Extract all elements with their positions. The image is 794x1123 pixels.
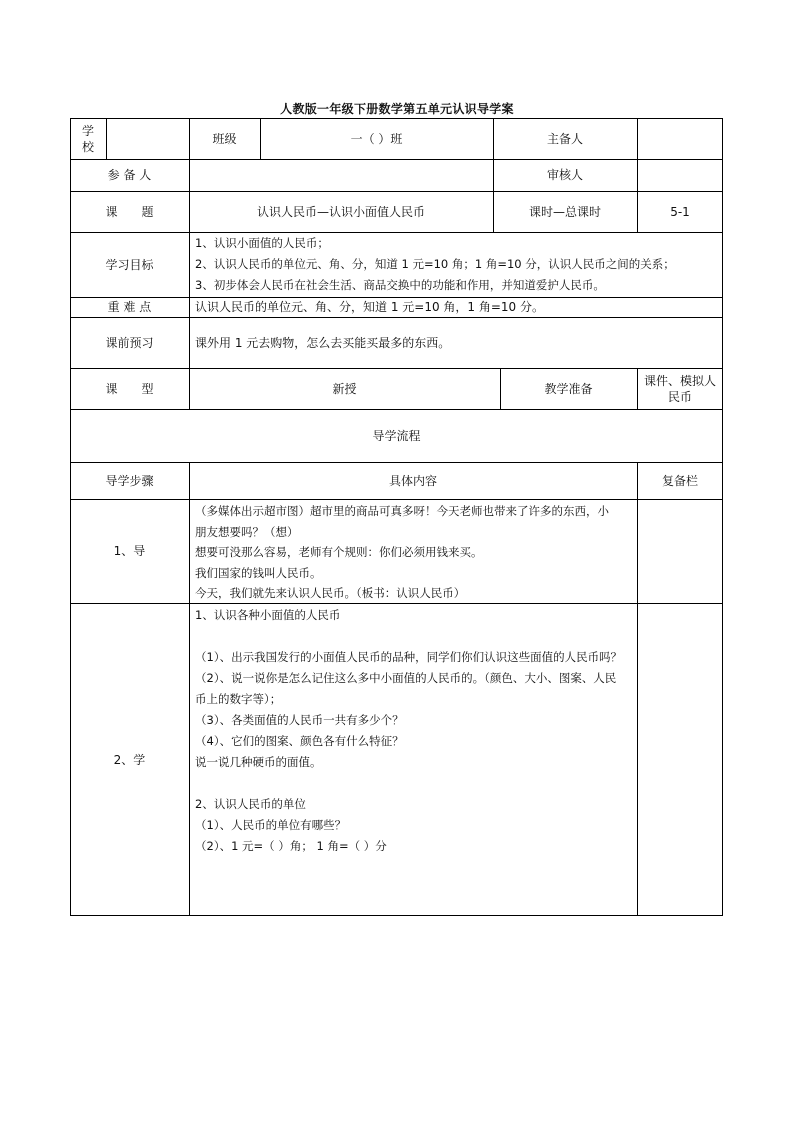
step-notes[interactable] xyxy=(637,603,723,916)
document-title: 人教版一年级下册数学第五单元认识导学案 xyxy=(280,102,514,116)
flow-header-notes: 复备栏 xyxy=(661,473,698,488)
topic-value: 认识人民币—认识小面值人民币 xyxy=(256,204,425,219)
preview-label: 课前预习 xyxy=(105,335,154,350)
goals-list xyxy=(195,233,675,296)
flow-header-content: 具体内容 xyxy=(388,473,437,488)
reviewer-value[interactable] xyxy=(637,159,723,191)
lead-teacher-value[interactable] xyxy=(637,118,723,159)
class-label: 班级 xyxy=(212,131,237,146)
key-points-label: 重 难 点 xyxy=(107,300,152,314)
step-notes[interactable] xyxy=(637,499,723,603)
school-label: 学 校 xyxy=(81,123,94,154)
step-line: （1）、出示我国发行的小面值人民币的品种，同学们你们认识这些面值的人民币吗？ xyxy=(195,650,623,664)
teaching-prep-value: 课件、模拟人民币 xyxy=(643,373,716,404)
lesson-type-label: 课 型 xyxy=(105,381,154,396)
topic-label: 课 题 xyxy=(105,204,154,219)
step-line: 今天，我们就先来认识人民币。（板书：认识人民币） xyxy=(195,586,466,600)
step-content xyxy=(195,501,635,604)
teaching-prep-label: 教学准备 xyxy=(544,381,593,396)
step-line xyxy=(195,773,635,794)
step-line: （4）、它们的图案、颜色各有什么特征？ xyxy=(195,734,404,748)
period-label: 课时—总课时 xyxy=(528,204,601,219)
period-value: 5-1 xyxy=(670,204,690,219)
step-content xyxy=(195,605,635,857)
step-line: 朋友想要吗？（想） xyxy=(195,524,299,539)
step-line: （2）、1 元=（ ）角； 1 角=（ ）分 xyxy=(195,839,387,853)
step-line: 1、认识各种小面值的人民币 xyxy=(195,608,341,622)
goal-item: 2、认识人民币的单位元、角、分，知道 1 元=10 角；1 角=10 分，认识人民币之间的关系； xyxy=(195,257,675,271)
step-name: 2、学 xyxy=(113,752,146,767)
goal-item: 3、初步体会人民币在社会生活、商品交换中的功能和作用，并知道爱护人民币。 xyxy=(195,278,605,292)
lead-teacher-label: 主备人 xyxy=(546,131,583,146)
preview-value: 课外用 1 元去购物，怎么去买能买最多的东西。 xyxy=(195,335,451,350)
school-value[interactable] xyxy=(106,118,189,159)
step-line: 想要可没那么容易，老师有个规则：你们必须用钱来买。 xyxy=(195,545,483,559)
step-line: （1）、人民币的单位有哪些？ xyxy=(195,818,347,832)
participants-value[interactable] xyxy=(189,159,493,191)
step-line: （3）、各类面值的人民币一共有多少个？ xyxy=(195,713,404,727)
flow-title: 导学流程 xyxy=(372,428,421,443)
goal-item: 1、认识小面值的人民币； xyxy=(195,236,329,250)
step-line xyxy=(195,626,635,647)
step-line: 2、认识人民币的单位 xyxy=(195,797,306,811)
step-line: 币上的数字等）； xyxy=(195,692,282,706)
flow-header-step: 导学步骤 xyxy=(105,473,154,488)
lesson-type-value: 新授 xyxy=(332,381,357,396)
goals-label: 学习目标 xyxy=(105,257,154,272)
step-name: 1、导 xyxy=(113,544,146,558)
reviewer-label: 审核人 xyxy=(546,168,583,182)
step-line: （2）、说一说你是怎么记住这么多中小面值的人民币的。（颜色、大小、图案、人民 xyxy=(195,671,617,685)
step-line: 我们国家的钱叫人民币。 xyxy=(195,565,322,580)
class-value[interactable]: 一（ ）班 xyxy=(350,131,403,146)
step-line: 说一说几种硬币的面值。 xyxy=(195,755,322,769)
key-points-value: 认识人民币的单位元、角、分，知道 1 元=10 角，1 角=10 分。 xyxy=(195,300,544,314)
step-line: （多媒体出示超市图）超市里的商品可真多呀！今天老师也带来了许多的东西，小 xyxy=(195,504,609,518)
participants-label: 参 备 人 xyxy=(107,168,152,182)
